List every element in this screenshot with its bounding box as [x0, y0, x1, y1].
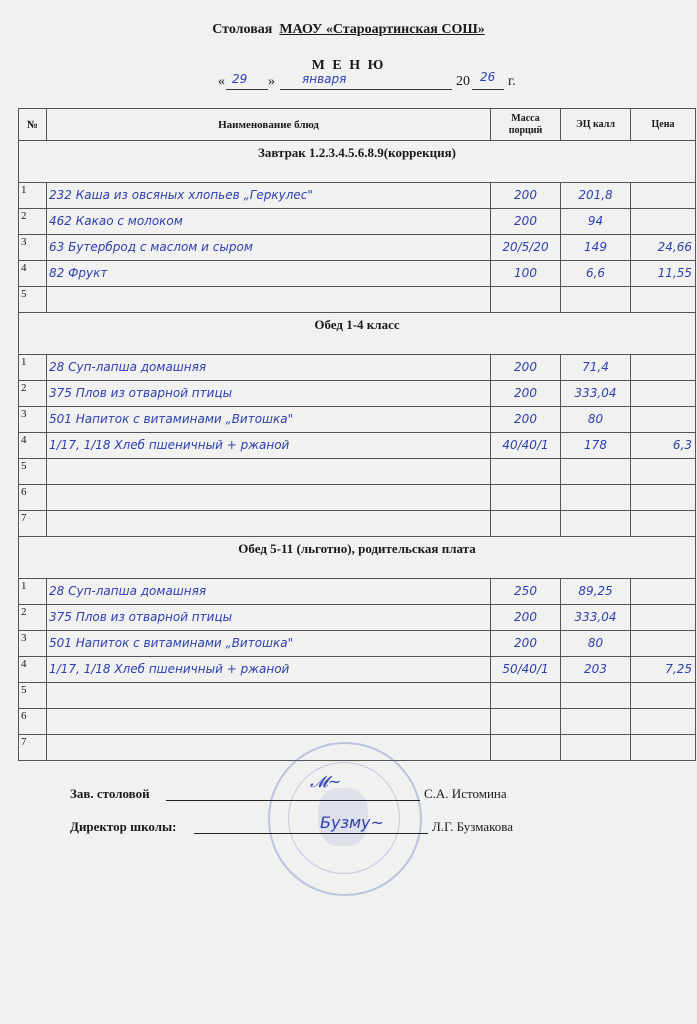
- dish-name: [47, 709, 491, 735]
- dish-name: 1/17, 1/18 Хлеб пшеничный + ржаной: [47, 433, 491, 459]
- section-header-row: [19, 141, 696, 183]
- row-number: 7: [19, 735, 47, 761]
- handwritten-signature: Бузму~: [320, 813, 384, 832]
- table-row: [19, 459, 696, 485]
- table-row: [19, 287, 696, 313]
- price: [631, 631, 696, 657]
- table-row: [19, 683, 696, 709]
- column-dish: Наименование блюд: [47, 109, 491, 141]
- row-number: 4: [19, 261, 47, 287]
- dish-name: 375 Плов из отварной птицы: [47, 381, 491, 407]
- energy-value: [561, 287, 631, 313]
- portion-mass: 200: [491, 631, 561, 657]
- table-header-row: [19, 109, 696, 141]
- handwritten-signature: 𝓜~: [310, 772, 342, 791]
- date-open-quote: «: [218, 74, 225, 89]
- price: [631, 735, 696, 761]
- portion-mass: 50/40/1: [491, 657, 561, 683]
- section-title: Обед 1-4 класс: [19, 313, 696, 355]
- portion-mass: 200: [491, 605, 561, 631]
- director-name: Л.Г. Бузмакова: [432, 819, 514, 834]
- price: [631, 485, 696, 511]
- date-line: [218, 70, 548, 92]
- table-row: [19, 381, 696, 407]
- price: [631, 183, 696, 209]
- row-number: 2: [19, 209, 47, 235]
- row-number: 4: [19, 433, 47, 459]
- dish-name: [47, 485, 491, 511]
- dish-name: 375 Плов из отварной птицы: [47, 605, 491, 631]
- energy-value: [561, 459, 631, 485]
- canteen-prefix: Столовая: [212, 22, 273, 37]
- dish-name: [47, 511, 491, 537]
- dish-name: 28 Суп-лапша домашняя: [47, 579, 491, 605]
- portion-mass: [491, 683, 561, 709]
- portion-mass: 200: [491, 381, 561, 407]
- energy-value: 201,8: [561, 183, 631, 209]
- day-underline: [226, 89, 268, 90]
- energy-value: 80: [561, 407, 631, 433]
- dish-name: [47, 459, 491, 485]
- dish-name: 501 Напиток с витаминами „Витошка": [47, 407, 491, 433]
- menu-table-body: [19, 109, 696, 761]
- head-of-canteen-name: С.А. Истомина: [424, 786, 507, 801]
- table-row: [19, 433, 696, 459]
- price: [631, 459, 696, 485]
- dish-name: 462 Какао с молоком: [47, 209, 491, 235]
- portion-mass: [491, 459, 561, 485]
- row-number: 3: [19, 235, 47, 261]
- section-title: Обед 5-11 (льготно), родительская плата: [19, 537, 696, 579]
- portion-mass: [491, 735, 561, 761]
- portion-mass: 250: [491, 579, 561, 605]
- director-signature-row: [70, 813, 630, 837]
- column-mass: Масса порций: [491, 109, 561, 141]
- price: [631, 709, 696, 735]
- table-row: [19, 657, 696, 683]
- portion-mass: 200: [491, 355, 561, 381]
- portion-mass: 100: [491, 261, 561, 287]
- energy-value: 178: [561, 433, 631, 459]
- signature-line: [166, 800, 420, 801]
- portion-mass: [491, 511, 561, 537]
- portion-mass: 200: [491, 183, 561, 209]
- energy-value: [561, 683, 631, 709]
- section-title: Завтрак 1.2.3.4.5.6.8.9(коррекция): [19, 141, 696, 183]
- dish-name: [47, 735, 491, 761]
- energy-value: [561, 511, 631, 537]
- energy-value: 333,04: [561, 605, 631, 631]
- row-number: 4: [19, 657, 47, 683]
- portion-mass: 200: [491, 209, 561, 235]
- month-underline: [280, 89, 452, 90]
- energy-value: 149: [561, 235, 631, 261]
- dish-name: 501 Напиток с витаминами „Витошка": [47, 631, 491, 657]
- table-row: [19, 579, 696, 605]
- price: [631, 579, 696, 605]
- table-row: [19, 709, 696, 735]
- date-close-quote: »: [268, 74, 275, 89]
- table-row: [19, 605, 696, 631]
- menu-table: [18, 108, 696, 761]
- table-row: [19, 485, 696, 511]
- price: 11,55: [631, 261, 696, 287]
- menu-heading: М Е Н Ю: [311, 58, 386, 73]
- energy-value: 80: [561, 631, 631, 657]
- row-number: 6: [19, 709, 47, 735]
- column-kcal: ЭЦ калл: [561, 109, 631, 141]
- date-month: января: [302, 72, 347, 86]
- row-number: 2: [19, 381, 47, 407]
- section-header-row: [19, 537, 696, 579]
- year-prefix: 20: [456, 74, 470, 89]
- row-number: 7: [19, 511, 47, 537]
- signature-line: [194, 833, 428, 834]
- energy-value: 333,04: [561, 381, 631, 407]
- portion-mass: 20/5/20: [491, 235, 561, 261]
- energy-value: 203: [561, 657, 631, 683]
- price: [631, 287, 696, 313]
- price: [631, 209, 696, 235]
- energy-value: [561, 485, 631, 511]
- portion-mass: 200: [491, 407, 561, 433]
- head-of-canteen-signature-row: [70, 772, 630, 804]
- portion-mass: 40/40/1: [491, 433, 561, 459]
- dish-name: 232 Каша из овсяных хлопьев „Геркулес": [47, 183, 491, 209]
- dish-name: 28 Суп-лапша домашняя: [47, 355, 491, 381]
- table-row: [19, 235, 696, 261]
- date-day: 29: [232, 72, 248, 86]
- row-number: 3: [19, 407, 47, 433]
- document-title: [0, 22, 697, 38]
- energy-value: 71,4: [561, 355, 631, 381]
- energy-value: 89,25: [561, 579, 631, 605]
- price: [631, 605, 696, 631]
- dish-name: 63 Бутерброд с маслом и сыром: [47, 235, 491, 261]
- energy-value: [561, 709, 631, 735]
- table-row: [19, 511, 696, 537]
- row-number: 2: [19, 605, 47, 631]
- dish-name: [47, 683, 491, 709]
- portion-mass: [491, 485, 561, 511]
- row-number: 6: [19, 485, 47, 511]
- director-label: Директор школы:: [70, 819, 177, 834]
- portion-mass: [491, 709, 561, 735]
- year-unit: г.: [508, 74, 516, 89]
- row-number: 1: [19, 579, 47, 605]
- column-price: Цена: [631, 109, 696, 141]
- energy-value: [561, 735, 631, 761]
- head-of-canteen-label: Зав. столовой: [70, 786, 150, 801]
- table-row: [19, 407, 696, 433]
- dish-name: 1/17, 1/18 Хлеб пшеничный + ржаной: [47, 657, 491, 683]
- year-suffix: 26: [480, 70, 496, 84]
- energy-value: 94: [561, 209, 631, 235]
- price: [631, 355, 696, 381]
- row-number: 1: [19, 355, 47, 381]
- column-number: №: [19, 109, 47, 141]
- table-row: [19, 261, 696, 287]
- row-number: 5: [19, 287, 47, 313]
- dish-name: 82 Фрукт: [47, 261, 491, 287]
- price: 7,25: [631, 657, 696, 683]
- energy-value: 6,6: [561, 261, 631, 287]
- table-row: [19, 209, 696, 235]
- year-underline: [472, 89, 504, 90]
- section-header-row: [19, 313, 696, 355]
- table-row: [19, 631, 696, 657]
- price: 24,66: [631, 235, 696, 261]
- table-row: [19, 355, 696, 381]
- row-number: 3: [19, 631, 47, 657]
- organization-name: МАОУ «Староартинская СОШ»: [279, 22, 485, 37]
- row-number: 5: [19, 683, 47, 709]
- table-row: [19, 183, 696, 209]
- price: [631, 381, 696, 407]
- row-number: 5: [19, 459, 47, 485]
- price: 6,3: [631, 433, 696, 459]
- price: [631, 407, 696, 433]
- dish-name: [47, 287, 491, 313]
- row-number: 1: [19, 183, 47, 209]
- price: [631, 511, 696, 537]
- price: [631, 683, 696, 709]
- portion-mass: [491, 287, 561, 313]
